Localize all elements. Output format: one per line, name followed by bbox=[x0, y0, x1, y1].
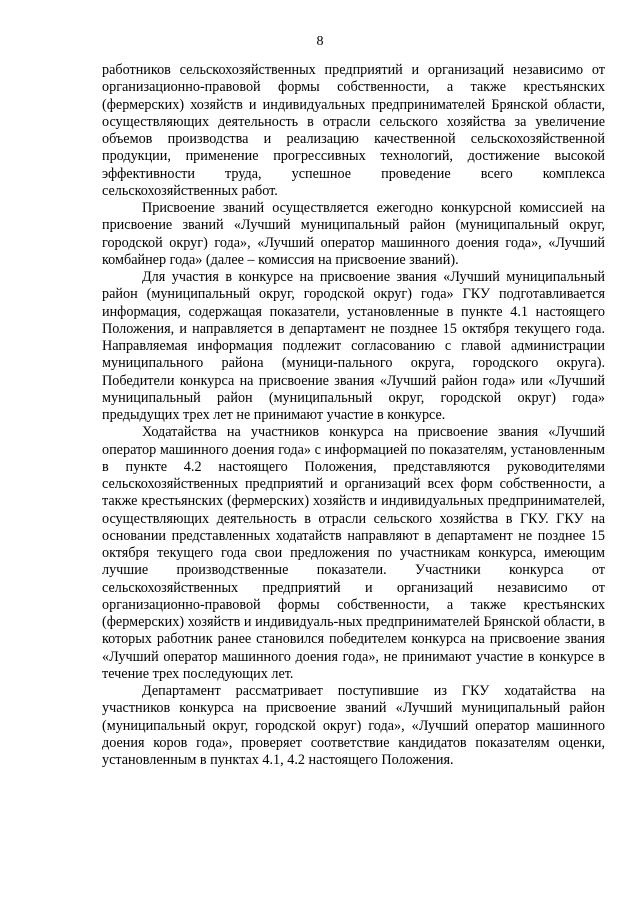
paragraph-continuation: работников сельскохозяйственных предприятий и организаций независимо от организационно-правовой формы собственности, а также крестьянских (фермерских) хозяйств и индивидуальных предпринимателей Брянской области, осуществляющих деятельность в отрасли сельского хозяйства за увеличение объемов производства и реализацию качественной сельскохозяйственной продукции, применение прогрессивных технологий, достижение высокой эффективности труда, успешное проведение всего комплекса сельскохозяйственных работ. bbox=[102, 62, 605, 199]
page-number: 8 bbox=[316, 34, 324, 49]
paragraph-department-review: Департамент рассматривает поступившие из ГКУ ходатайства на участников конкурса на присвоение званий «Лучший муниципальный район (муниципальный округ, городской округ) года», «Лучший оператор машинного доения коров года», проверяет соответствие кандидатов показателям оценки, установленным в пунктах 4.1, 4.2 настоящего Положения. bbox=[102, 683, 605, 768]
paragraph-milking-operator: Ходатайства на участников конкурса на присвоение звания «Лучший оператор машинного доения года» с информацией по показателям, установленным в пункте 4.2 настоящего Положения, представляются руководителями сельскохозяйственных предприятий и организаций всех форм собственности, а также крестьянских (фермерских) хозяйств и индивидуальных предпринимателей, осуществляющих деятельность в отрасли сельского хозяйства в ГКУ. ГКУ на основании представленных ходатайств направляют в департамент не позднее 15 октября текущего года свои предложения по участникам конкурса, имеющим лучшие производственные показатели. Участники конкурса от сельскохозяйственных предприятий и организаций независимо от организационно-правовой формы собственности, а также крестьянских (фермерских) хозяйств и индивидуаль-ных предпринимателей Брянской области, в которых работник ранее становился победителем конкурса на присвоение звания «Лучший оператор машинного доения года», не принимают участие в конкурсе в течение трех последующих лет. bbox=[102, 424, 605, 682]
document-body bbox=[102, 62, 605, 769]
paragraph-titles-assignment: Присвоение званий осуществляется ежегодно конкурсной комиссией на присвоение званий «Лучший муниципальный район (муниципальный округ, городской округ) года», «Лучший оператор машинного доения года», «Лучший комбайнер года» (далее – комиссия на присвоение званий). bbox=[102, 200, 605, 268]
paragraph-best-district: Для участия в конкурсе на присвоение звания «Лучший муниципальный район (муниципальный округ, городской округ) года» ГКУ подготавливается информация, содержащая показатели, установленные в пункте 4.1 настоящего Положения, и направляется в департамент не позднее 15 октября текущего года. Направляемая информация подлежит согласованию с главой администрации муниципального района (муници-пального округа, городского округа). Победители конкурса на присвоение звания «Лучший район года» или «Лучший муниципальный район (муниципальный округ, городской округ) года» предыдущих трех лет не принимают участие в конкурсе. bbox=[102, 269, 605, 423]
